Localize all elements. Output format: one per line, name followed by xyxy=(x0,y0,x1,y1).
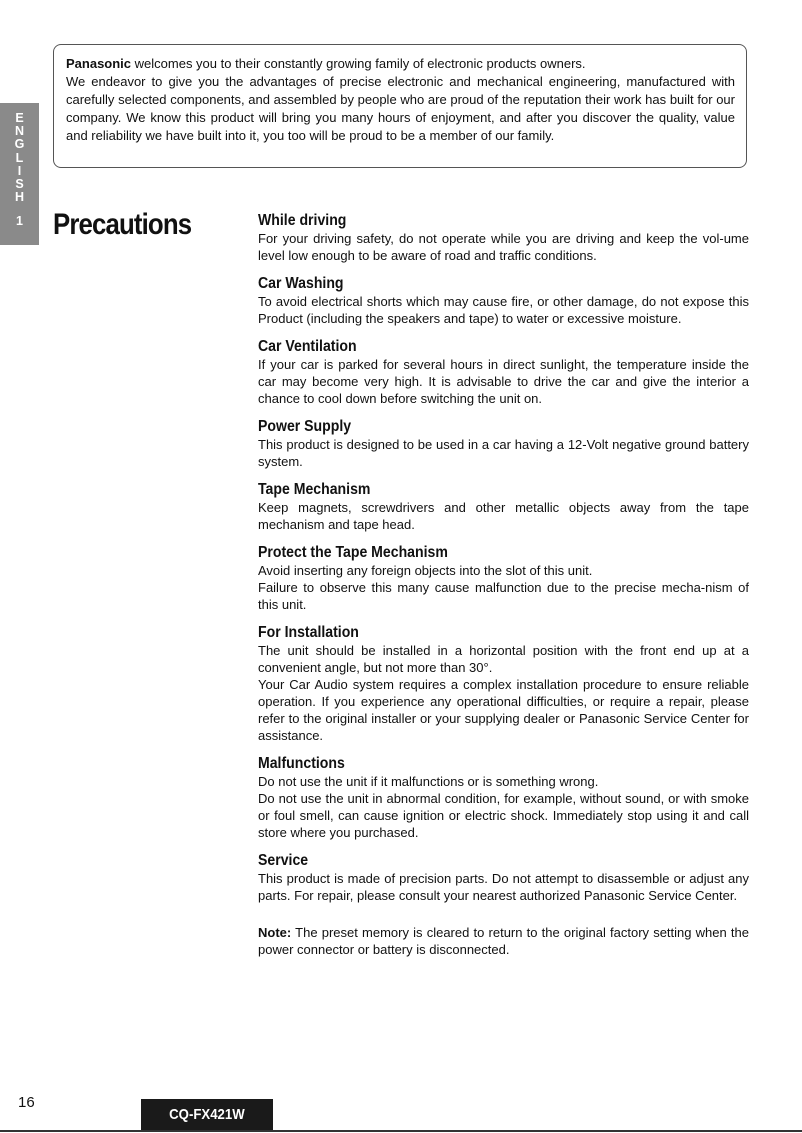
precaution-section xyxy=(258,211,749,264)
model-name: CQ-FX421W xyxy=(169,1106,245,1123)
precaution-section xyxy=(258,274,749,327)
section-paragraph: For your driving safety, do not operate while you are driving and keep the vol-ume level low enough to be aware of road and traffic conditions. xyxy=(258,231,749,263)
precaution-section xyxy=(258,623,749,744)
intro-line1: welcomes you to their constantly growing family of electronic products owners. xyxy=(131,56,586,71)
section-heading: Service xyxy=(258,852,309,869)
language-tab-number: 1 xyxy=(16,214,23,229)
section-heading: For Installation xyxy=(258,624,359,641)
language-tab-letter: N xyxy=(14,124,25,139)
section-heading: Car Ventilation xyxy=(258,338,357,355)
precaution-section xyxy=(258,337,749,407)
precautions-content xyxy=(258,211,749,958)
precaution-section xyxy=(258,417,749,470)
note-label: Note: xyxy=(258,925,292,940)
language-tab-letter: E xyxy=(15,111,24,125)
language-tab xyxy=(0,103,39,245)
section-paragraph: This product is designed to be used in a car having a 12-Volt negative ground battery system. xyxy=(258,437,749,469)
model-badge xyxy=(141,1099,273,1130)
section-paragraph: Do not use the unit if it malfunctions or is something wrong. xyxy=(258,774,599,789)
section-paragraph: To avoid electrical shorts which may cause fire, or other damage, do not expose this Product (including the speakers and tape) to water or excessive moisture. xyxy=(258,294,749,326)
section-heading: Tape Mechanism xyxy=(258,481,371,498)
note xyxy=(258,924,749,958)
language-tab-letter: S xyxy=(15,177,24,192)
precaution-section xyxy=(258,480,749,533)
intro-first-line xyxy=(66,55,735,73)
section-paragraph: The unit should be installed in a horizontal position with the front end up at a convenient angle, but not more than 30°. xyxy=(258,643,749,675)
intro-body: We endeavor to give you the advantages of precise electronic and mechanical engineering, manufactured with carefully selected components, and assembled by people who are proud of the reputation their work has built for our company. We know this product will bring you many hours of enjoyment, and after you discover the quality, value and reliability we have built into it, you too will be proud to be a member of our family. xyxy=(66,74,735,143)
section-paragraph: Your Car Audio system requires a complex installation procedure to ensure reliable operation. If you experience any operational difficulties, or require a repair, please refer to the original installer or your supplying dealer or Panasonic Service Center for assistance. xyxy=(258,677,749,743)
language-tab-letter: L xyxy=(15,150,24,165)
intro-box xyxy=(53,44,747,168)
section-heading: Car Washing xyxy=(258,275,344,292)
section-paragraph: Keep magnets, screwdrivers and other metallic objects away from the tape mechanism and tape head. xyxy=(258,500,749,532)
language-tab-letter: I xyxy=(17,163,22,178)
section-heading: While driving xyxy=(258,212,347,229)
page-title: Precautions xyxy=(53,208,192,241)
intro-brand: Panasonic xyxy=(66,56,132,71)
note-text: The preset memory is cleared to return to the original factory setting when the power connector or battery is disconnected. xyxy=(258,925,749,957)
section-heading: Protect the Tape Mechanism xyxy=(258,544,448,561)
language-tab-letter: H xyxy=(14,190,25,205)
section-heading: Power Supply xyxy=(258,418,352,435)
section-heading: Malfunctions xyxy=(258,755,345,772)
page-number: 16 xyxy=(18,1094,35,1111)
footer-rule xyxy=(0,1130,802,1132)
language-tab-letters xyxy=(0,112,39,204)
precaution-section xyxy=(258,851,749,904)
language-tab-letter: G xyxy=(14,137,25,152)
section-paragraph: Failure to observe this many cause malfunction due to the precise mecha-nism of this unit. xyxy=(258,580,749,612)
precaution-section xyxy=(258,754,749,841)
precaution-section xyxy=(258,543,749,613)
section-paragraph: If your car is parked for several hours in direct sunlight, the temperature inside the car may become very high. It is advisable to drive the car and give the interior a chance to cool down before switching the unit on. xyxy=(258,357,749,406)
section-paragraph: Do not use the unit in abnormal condition, for example, without sound, or with smoke or foul smell, can cause ignition or electric shock. Immediately stop using it and call store where you purchased. xyxy=(258,791,749,840)
section-paragraph: Avoid inserting any foreign objects into the slot of this unit. xyxy=(258,563,593,578)
section-paragraph: This product is made of precision parts. Do not attempt to disassemble or adjust any parts. For repair, please consult your nearest authorized Panasonic Service Center. xyxy=(258,871,749,903)
